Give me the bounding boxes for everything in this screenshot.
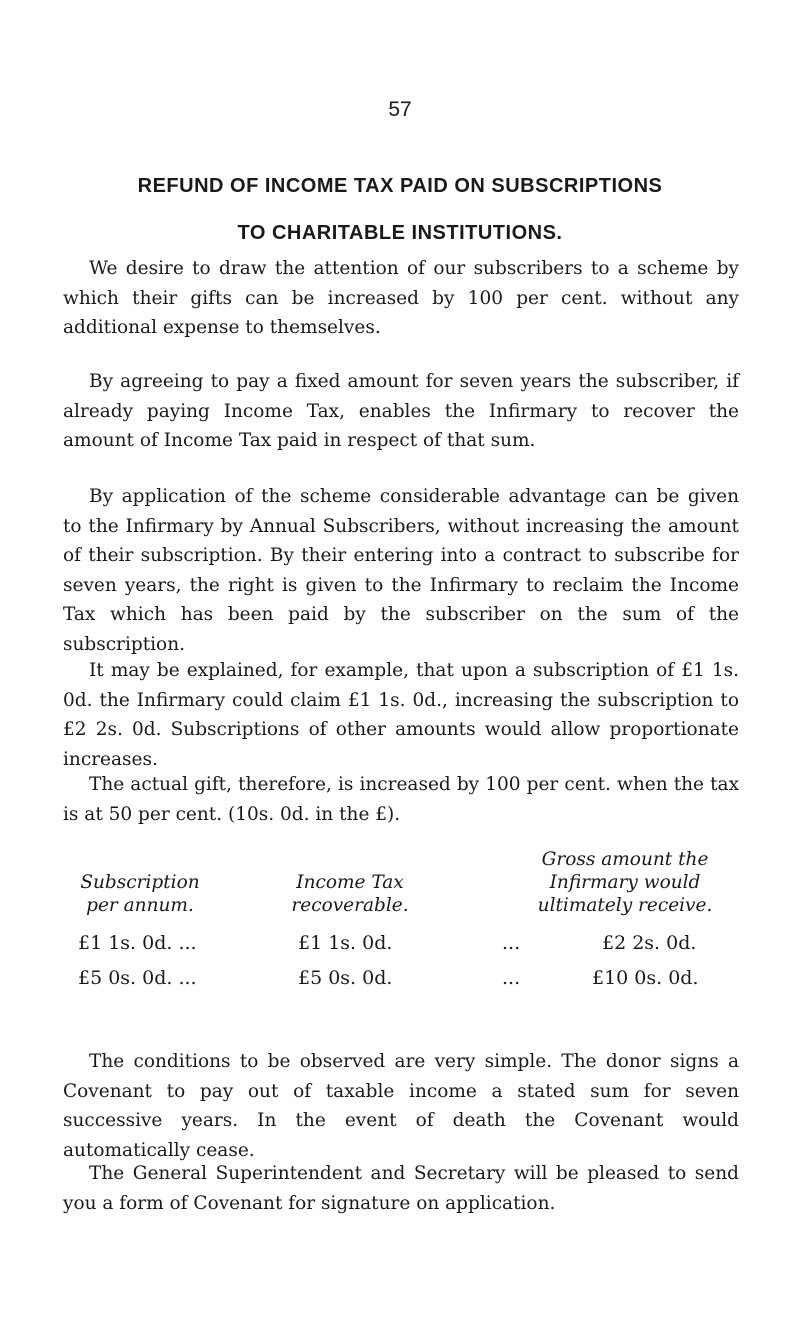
header-gross-line-1: Gross amount the [541,849,709,870]
row-1-tax: £1 1s. 0d. [298,932,393,954]
page-number: 57 [388,98,412,121]
paragraph-fixed-amount: By agreeing to pay a fixed amount for seven years the subscriber, if already paying Income Tax, enables the Infirmary to recover the amount of Income Tax paid in respect of that sum. [63,371,739,451]
header-tax-line-2: recoverable. [291,895,409,916]
header-gross-line-3: ultimately receive. [537,895,713,916]
paragraph-application: By application of the scheme considerable advantage can be given to the Infirmary by Annual Subscribers, without increasing the amount of their subscription. By their entering into a contract to subscribe for seven years, the right is given to the Infirmary to reclaim the Income Tax which has been paid by the subscriber on the sum of the subscription. [63,486,739,655]
row-1-subscription: £1 1s. 0d. ... [78,932,197,954]
row-1-gross: £2 2s. 0d. [602,932,697,954]
row-2-dots: ... [502,967,521,989]
header-subscription-line-1: Subscription [80,872,200,893]
row-2-tax: £5 0s. 0d. [298,967,393,989]
document-title-line-2: TO CHARITABLE INSTITUTIONS. [237,222,563,244]
paragraph-intro: We desire to draw the attention of our subscribers to a scheme by which their gifts can be increased by 100 per cent. without any additional expense to themselves. [63,258,739,338]
header-income-tax [270,871,430,917]
header-gross-amount [510,848,740,917]
document-title-line-1: REFUND OF INCOME TAX PAID ON SUBSCRIPTIONS [137,175,663,197]
row-1-dots: ... [502,932,521,954]
header-tax-line-1: Income Tax [296,872,404,893]
row-2-gross: £10 0s. 0d. [592,967,699,989]
header-gross-line-2: Infirmary would [549,872,701,893]
paragraph-actual-gift: The actual gift, therefore, is increased by 100 per cent. when the tax is at 50 per cent. (10s. 0d. in the £). [63,774,739,825]
paragraph-example: It may be explained, for example, that upon a subscription of £1 1s. 0d. the Infirmary could claim £1 1s. 0d., increasing the subscription to £2 2s. 0d. Subscriptions of other amounts would allow proportionate increases. [63,660,739,770]
row-2-subscription: £5 0s. 0d. ... [78,967,197,989]
subscription-table [40,836,740,1006]
paragraph-conditions: The conditions to be observed are very simple. The donor signs a Covenant to pay out of taxable income a stated sum for seven successive years. In the event of death the Covenant would automatically cease. [63,1051,739,1161]
paragraph-covenant-form: The General Superintendent and Secretary will be pleased to send you a form of Covenant for signature on application. [63,1163,739,1214]
header-subscription-line-2: per annum. [86,895,194,916]
header-subscription [40,871,240,917]
